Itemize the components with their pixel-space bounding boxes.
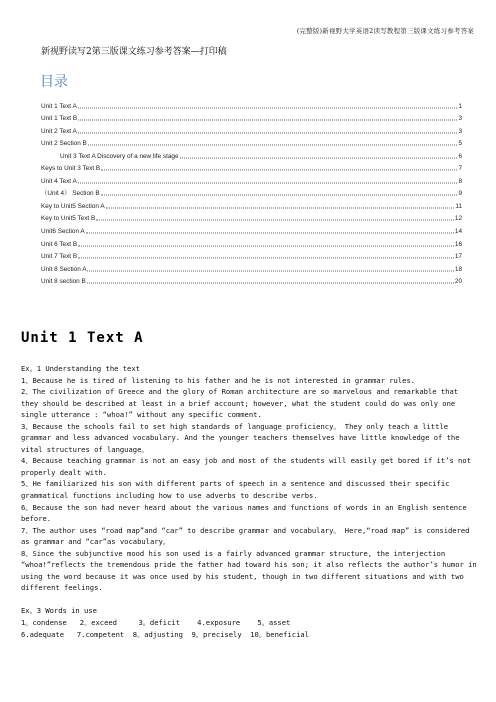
toc-entry-label: Keys to Unit 3 Text B bbox=[41, 165, 101, 173]
toc-entry[interactable] bbox=[41, 147, 462, 160]
toc-entry-page: 3 bbox=[458, 127, 462, 135]
answer-item: 4、Because teaching grammar is not an easy job and most of the students will easily get bored if it’s not properly dealt with. bbox=[21, 456, 471, 477]
toc-entry[interactable] bbox=[41, 172, 462, 185]
toc-entry[interactable] bbox=[41, 273, 462, 286]
answer-item: 5、He familiarized his son with different parts of speech in a sentence and discussed their specific grammatical functions including how to use adverbs to describe verbs. bbox=[21, 479, 450, 501]
toc-dot-leader bbox=[88, 137, 458, 146]
toc-entry-label: Unit 1 Text B bbox=[41, 115, 78, 123]
toc-entry-page: 11 bbox=[455, 202, 462, 210]
section-title: Unit 1 Text A bbox=[21, 330, 144, 346]
toc-entry[interactable] bbox=[41, 248, 462, 261]
toc-entry-page: 7 bbox=[458, 165, 462, 173]
answer-item: 2、The civilization of Greece and the glory of Roman architecture are so marvelous and remarkable that they should be described at least in a brief account; however, what the student could do was only one single utterance : “whoa!” without any specific comment. bbox=[21, 387, 459, 420]
toc-entry[interactable] bbox=[41, 222, 462, 235]
toc-entry[interactable] bbox=[41, 197, 462, 210]
toc-entry[interactable] bbox=[41, 185, 462, 198]
running-header: (完整版)新视野大学英语2读写教程第三版课文练习参考答案 bbox=[296, 27, 474, 35]
toc-entry-page: 17 bbox=[454, 253, 462, 261]
word-answers-line: 6.adequate 7.competent 8。adjusting 9。precisely 10。beneficial bbox=[21, 629, 309, 639]
toc-entry-label: Unit6 Section A bbox=[41, 228, 85, 236]
toc-entry[interactable] bbox=[41, 160, 462, 173]
answer-item: 8、Since the subjunctive mood his son used is a fairly advanced grammar structure, the interjection “whoa!”reflects the tremendous pride the father had toward his son; it also reflects the author’s humor in using the word because it was once used by his student, though in two different situations and with two different feelings. bbox=[21, 548, 477, 593]
document-title: 新视野读写2第三版课文练习参考答案—打印稿 bbox=[41, 47, 227, 57]
toc-heading: 目录 bbox=[40, 74, 68, 90]
toc-entry-page: 6 bbox=[458, 152, 462, 160]
toc-entry-page: 1 bbox=[458, 102, 462, 110]
word-answers-line: 1。condense 2。exceed 3。deficit 4.exposure 5。asset bbox=[21, 618, 291, 628]
toc-entry-label: Unit 4 Text A bbox=[41, 177, 77, 185]
answer-item: 6、Because the son had never heard about the various names and functions of words in an English sentence before. bbox=[21, 502, 467, 524]
exercise-heading: Ex。1 Understanding the text bbox=[21, 364, 140, 373]
toc-dot-leader bbox=[101, 162, 457, 171]
toc-entry-page: 3 bbox=[458, 115, 462, 123]
toc-entry-label: Key to Unit5 Section A bbox=[41, 202, 105, 210]
toc-entry-label: Unit 2 Section B bbox=[41, 140, 87, 148]
table-of-contents bbox=[41, 97, 462, 285]
toc-entry[interactable] bbox=[41, 97, 462, 110]
toc-entry-label: （Unit 4） Section B bbox=[41, 190, 100, 198]
toc-entry-label: Unit 8 Section A bbox=[41, 265, 87, 273]
toc-entry[interactable] bbox=[41, 210, 462, 223]
toc-dot-leader bbox=[87, 262, 453, 271]
answer-item: 7、The author uses “road map”and “car” to describe grammar and vocabulary。 Here,“road map” is considered as grammar and “car”as vocabulary。 bbox=[21, 525, 470, 547]
toc-entry[interactable] bbox=[41, 110, 462, 123]
toc-dot-leader bbox=[106, 199, 455, 208]
toc-entry-page: 12 bbox=[454, 215, 462, 223]
toc-dot-leader bbox=[180, 149, 458, 158]
section-content bbox=[21, 363, 477, 640]
toc-entry-page: 5 bbox=[458, 140, 462, 148]
toc-dot-leader bbox=[78, 174, 458, 183]
toc-entry-page: 16 bbox=[454, 240, 462, 248]
answer-item: 1、Because he is tired of listening to his father and he is not interested in grammar rules. bbox=[21, 375, 416, 385]
toc-entry-label: Key to Unit5 Text B bbox=[41, 215, 96, 223]
toc-dot-leader bbox=[78, 112, 457, 121]
toc-dot-leader bbox=[86, 225, 454, 234]
toc-entry[interactable] bbox=[41, 135, 462, 148]
toc-entry-page: 9 bbox=[458, 190, 462, 198]
toc-dot-leader bbox=[78, 250, 454, 259]
toc-dot-leader bbox=[78, 124, 458, 133]
toc-entry-page: 20 bbox=[454, 278, 462, 286]
toc-dot-leader bbox=[101, 187, 458, 196]
toc-entry-label: Unit 6 Text B bbox=[41, 240, 78, 248]
toc-entry[interactable] bbox=[41, 235, 462, 248]
toc-entry-label: Unit 1 Text A bbox=[41, 102, 77, 110]
toc-entry[interactable] bbox=[41, 260, 462, 273]
answer-item: 3、Because the schools fail to set high standards of language proficiency。 They only teach a little grammar and less advanced vocabulary. And the younger teachers themselves have little knowledge of the vital structures of language。 bbox=[21, 421, 460, 454]
exercise-heading: Ex。3 Words in use bbox=[21, 606, 97, 616]
toc-entry[interactable] bbox=[41, 122, 462, 135]
toc-entry-label: Unit 7 Text B bbox=[41, 253, 78, 261]
toc-entry-label: Unit 3 Text A Discovery of a new life stage bbox=[60, 152, 179, 160]
toc-entry-page: 14 bbox=[454, 228, 462, 236]
toc-dot-leader bbox=[96, 212, 454, 221]
toc-entry-label: Unit 2 Text A bbox=[41, 127, 77, 135]
toc-entry-page: 18 bbox=[454, 265, 462, 273]
toc-entry-label: Unit 8 section B bbox=[41, 278, 86, 286]
toc-entry-page: 8 bbox=[458, 177, 462, 185]
toc-dot-leader bbox=[78, 99, 458, 108]
toc-dot-leader bbox=[78, 237, 454, 246]
toc-dot-leader bbox=[87, 275, 454, 284]
